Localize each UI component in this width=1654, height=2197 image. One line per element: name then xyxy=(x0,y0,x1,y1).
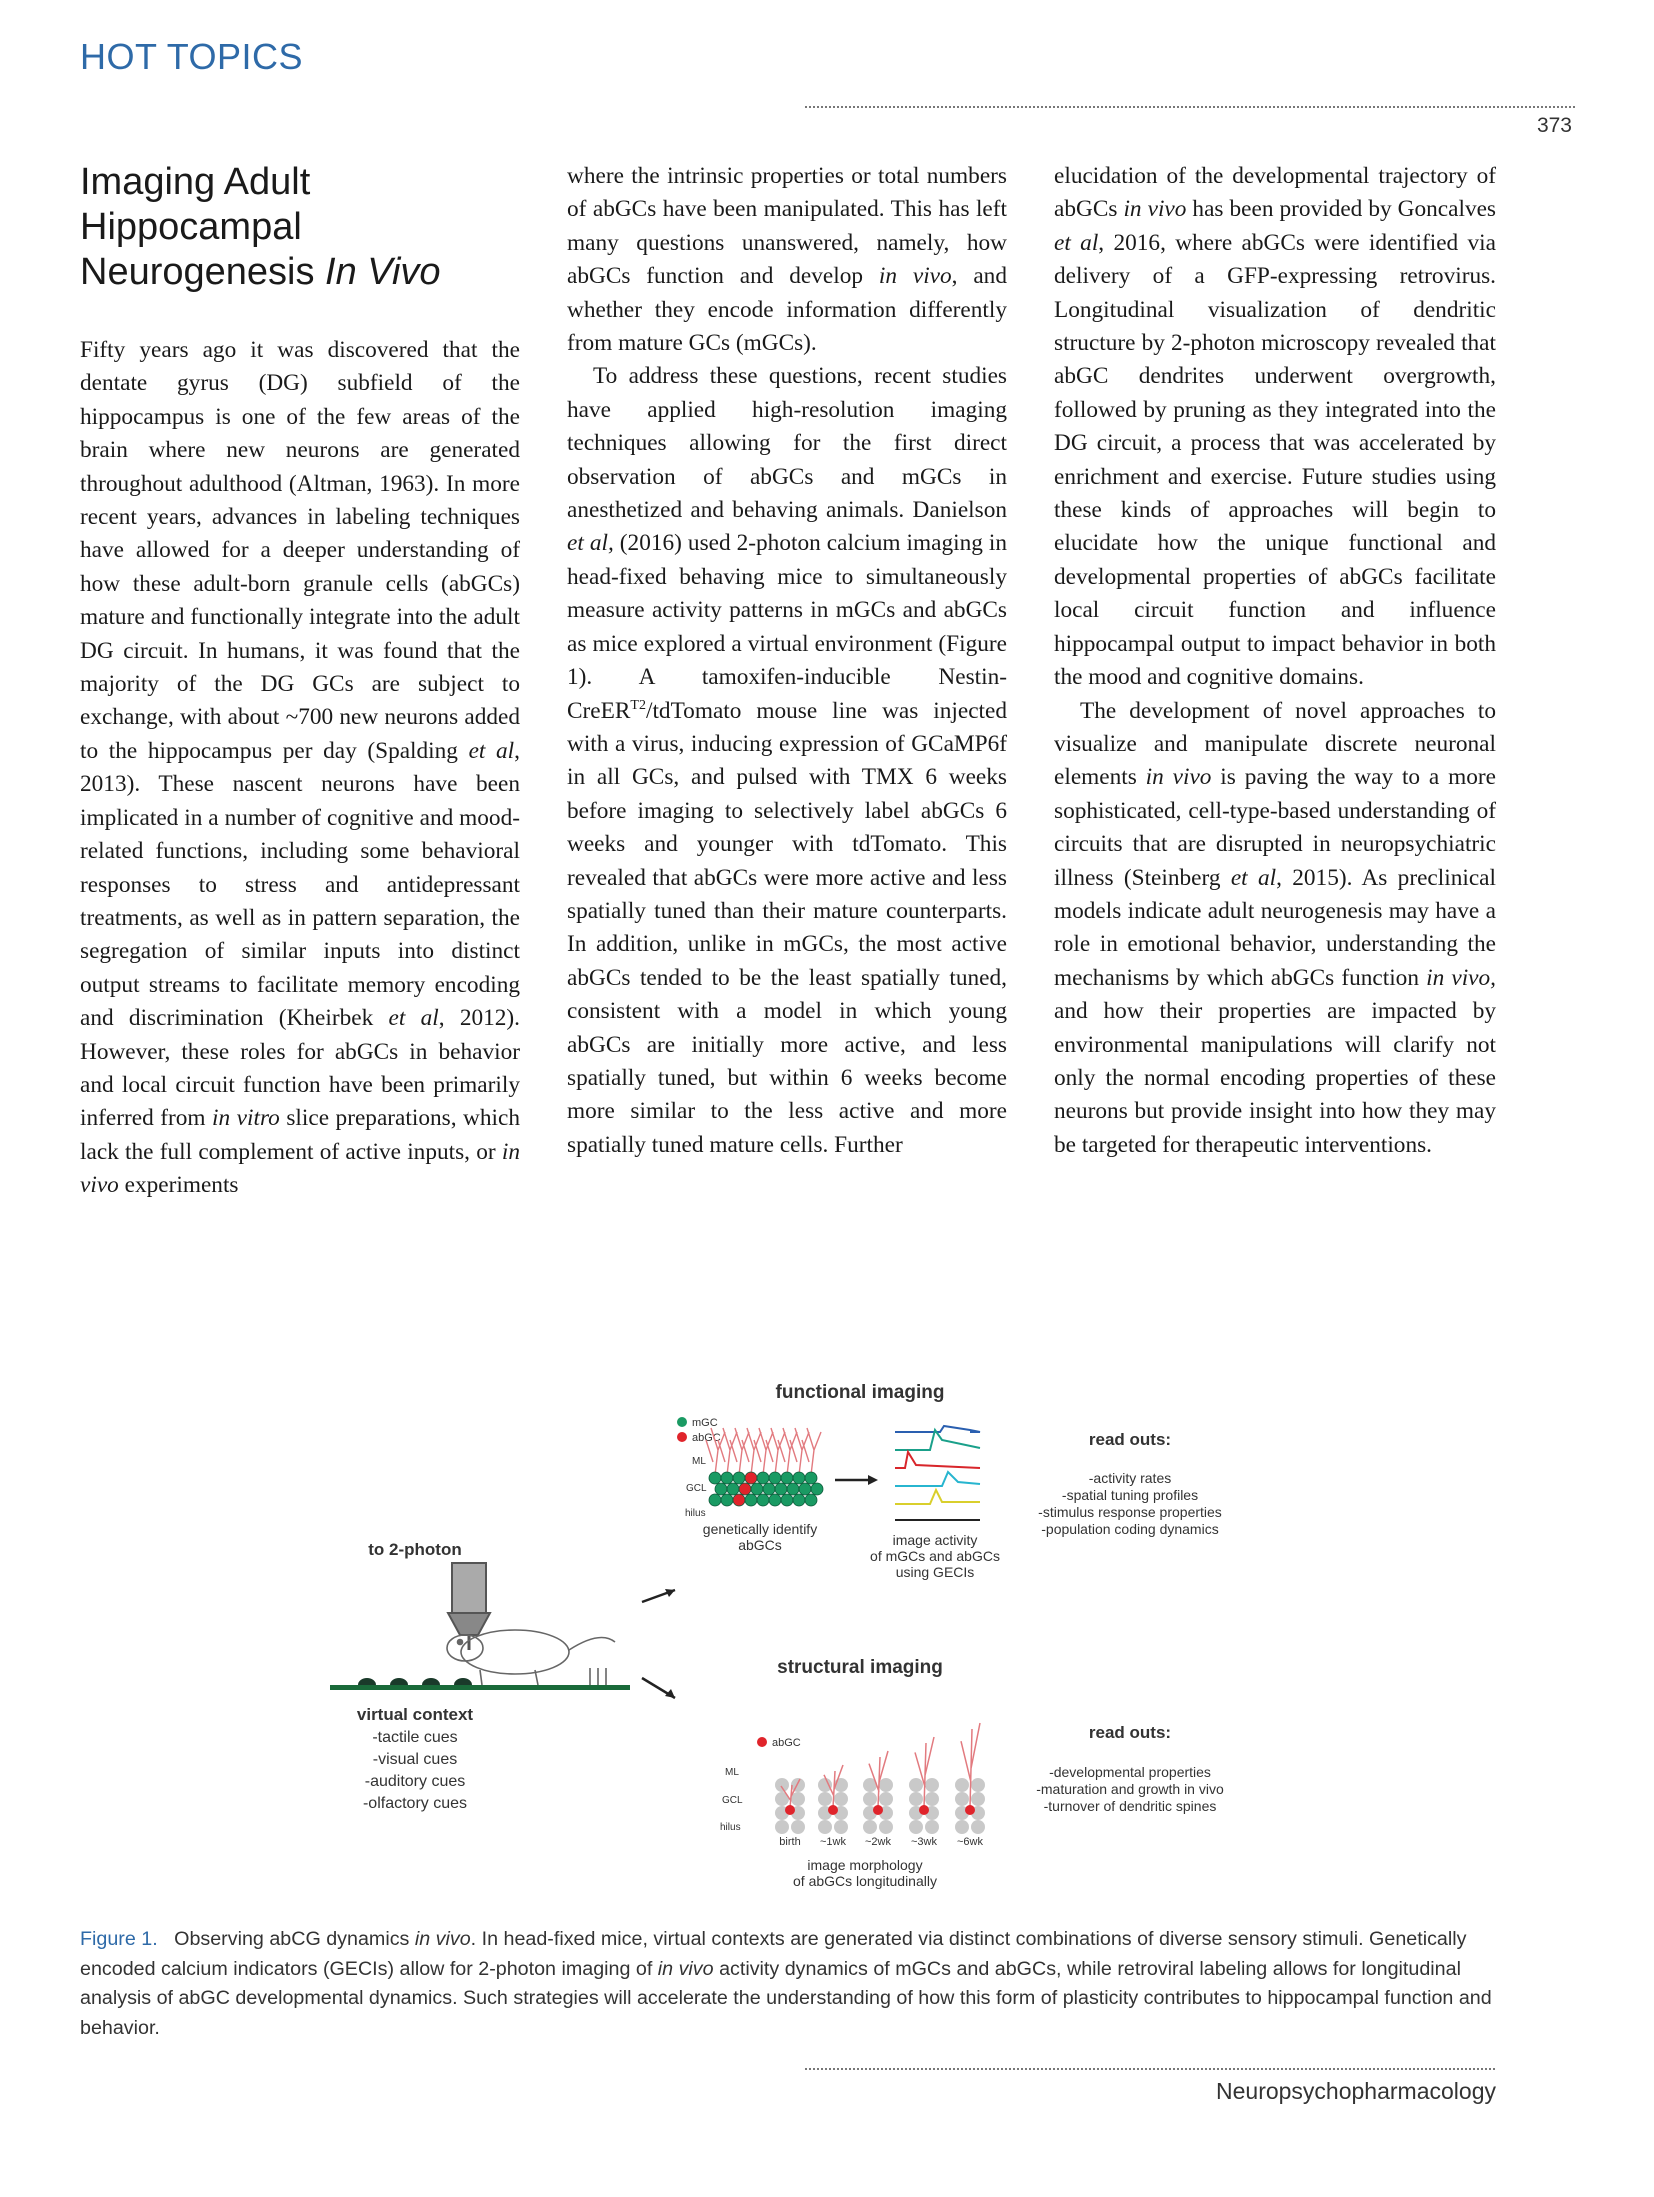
text-run: , 2012). However, these roles for abGCs in behavior and local circuit function have been primarily inferred from xyxy=(80,1005,520,1132)
text-run: , and whether they encode information differently from mature GCs (mGCs). xyxy=(567,263,1007,357)
top-divider xyxy=(805,106,1575,108)
mgc-legend-dot xyxy=(677,1417,687,1427)
text-run: has been provided by Goncalves xyxy=(1186,196,1497,223)
readouts-functional-title: read outs: xyxy=(1088,1430,1172,1449)
text-run: To address these questions, recent studies have applied high-resolution imaging techniques allowing for the first direct observation of abGCs and mGCs in anesthetized and behaving animals. Danielson xyxy=(567,363,1007,524)
granule-cell xyxy=(775,1778,789,1792)
granule-cell xyxy=(925,1778,939,1792)
text-run: /tdTomato mouse line was injected with a virus, inducing expression of GCaMP6f in all GCs, and pulsed with TMX 6 weeks before imaging to selectively label abGCs 6 weeks and younger with tdTomato. This revealed that abGCs were more active and less spatially tuned than their mature counterparts. In addition, unlike in mGCs, the most active abGCs tended to be the least spatially tuned, consistent with a model in which young abGCs are initially more active, and less spatially tuned, but within 6 weeks become more similar to the less active and more spatially tuned mature cells. Further xyxy=(567,697,1007,1158)
mgc-cell xyxy=(709,1494,721,1506)
granule-cell xyxy=(834,1792,848,1806)
mgc-cell xyxy=(751,1483,763,1495)
readout-stimulus-response: -stimulus response properties xyxy=(1038,1504,1222,1520)
timepoint-label: ~2wk xyxy=(865,1836,891,1848)
granule-cell xyxy=(955,1778,969,1792)
mgc-cell xyxy=(715,1483,727,1495)
figure-1 xyxy=(330,1380,1280,1920)
abgc-soma xyxy=(828,1805,838,1815)
title-line-2: Hippocampal xyxy=(80,206,302,248)
caption-text: . In head-fixed mice, virtual contexts are generated via distinct combinations of diverse sensory stimuli. Genetically encoded calcium indicators (GECIs) allow for 2-photon imaging of xyxy=(80,1928,1467,1980)
granule-cell xyxy=(925,1820,939,1834)
layer-hilus-label: hilus xyxy=(720,1822,741,1833)
mgc-cell xyxy=(805,1494,817,1506)
text-italic: et al xyxy=(1054,229,1099,256)
text-run: , 2013). These nascent neurons have been implicated in a number of cognitive and mood-related functions, including some behavioral responses to stress and antidepressant treatments, as well as in pattern separation, the segregation of similar inputs into distinct output streams to facilitate memory encoding and discrimination (Kheirbek xyxy=(80,737,520,1032)
abgc-soma xyxy=(919,1805,929,1815)
mgc-cell xyxy=(733,1472,745,1484)
page-number: 373 xyxy=(1536,114,1572,137)
timepoint-label: ~1wk xyxy=(820,1836,846,1848)
figure-caption xyxy=(80,1925,1496,2043)
cue-visual: -visual cues xyxy=(372,1751,458,1768)
readout-spatial-tuning: -spatial tuning profiles xyxy=(1061,1487,1199,1503)
text-run: , 2015). As preclinical models indicate adult neurogenesis may have a role in emotional behavior, understanding the mechanisms by which abGCs function xyxy=(1054,864,1496,991)
body-column-2 xyxy=(567,160,1007,1162)
cue-auditory: -auditory cues xyxy=(364,1773,466,1790)
floor xyxy=(330,1685,630,1690)
granule-cell xyxy=(818,1792,832,1806)
layer-ml-label: ML xyxy=(692,1456,706,1467)
granule-cell xyxy=(971,1778,985,1792)
paragraph xyxy=(1054,695,1496,1163)
image-activity-line1: image activity xyxy=(892,1532,978,1548)
timepoint-label: ~3wk xyxy=(911,1836,937,1848)
text-italic: et al, xyxy=(567,530,614,557)
mgc-cell xyxy=(793,1472,805,1484)
functional-dendrites xyxy=(706,1428,821,1475)
abgc-legend-label: abGC xyxy=(692,1432,721,1444)
trace-red xyxy=(895,1452,980,1468)
bottom-divider xyxy=(805,2068,1495,2070)
text-run: elucidation of the developmental trajectory of abGCs xyxy=(1054,163,1496,223)
structural-imaging-title: structural imaging xyxy=(777,1657,943,1678)
readout-maturation: -maturation and growth in vivo xyxy=(1036,1781,1224,1797)
paragraph xyxy=(1054,160,1496,695)
readout-population-coding: -population coding dynamics xyxy=(1041,1521,1219,1537)
granule-cell xyxy=(818,1778,832,1792)
granule-cell xyxy=(971,1820,985,1834)
text-italic: in vivo xyxy=(1145,764,1212,791)
mgc-legend-label: mGC xyxy=(692,1417,718,1429)
paragraph xyxy=(80,334,520,1203)
text-run: slice preparations, which lack the full complement of active inputs, or xyxy=(80,1105,520,1165)
caption-italic: in vivo xyxy=(657,1957,714,1980)
image-activity-line3: using GECIs xyxy=(895,1564,975,1580)
abgc-soma xyxy=(873,1805,883,1815)
granule-cell xyxy=(863,1820,877,1834)
layer-ml-label: ML xyxy=(725,1767,739,1778)
mgc-cell xyxy=(721,1472,733,1484)
granule-cell xyxy=(925,1792,939,1806)
text-run: , 2016, where abGCs were identified via delivery of a GFP-expressing retrovirus. Longitudinal visualization of dendritic structure by 2-photon microscopy revealed that abGC dendrites underwent overgrowth, followed by pruning as they integrated into the DG circuit, a process that was accelerated by enrichment and exercise. Future studies using these kinds of approaches will begin to elucidate how the unique functional and developmental properties of abGCs facilitate local circuit function and influence hippocampal output to impact behavior in both the mood and cognitive domains. xyxy=(1054,229,1496,691)
paragraph xyxy=(567,360,1007,1162)
text-run: The development of novel approaches to visualize and manipulate discrete neuronal elements xyxy=(1054,697,1496,791)
granule-cell xyxy=(955,1820,969,1834)
abgc-cell xyxy=(739,1483,751,1495)
mgc-cell xyxy=(811,1483,823,1495)
body-column-3 xyxy=(1054,160,1496,1162)
mgc-cell xyxy=(805,1472,817,1484)
mgc-cell xyxy=(799,1483,811,1495)
text-italic: in vivo xyxy=(1123,196,1187,223)
cue-olfactory: -olfactory cues xyxy=(362,1795,468,1812)
text-italic: in vitro xyxy=(212,1105,280,1132)
mgc-cell xyxy=(781,1494,793,1506)
abgc-legend-label: abGC xyxy=(772,1737,801,1749)
mgc-cell xyxy=(721,1494,733,1506)
genetic-identify-line1: genetically identify xyxy=(702,1521,818,1537)
abgc-cell xyxy=(745,1472,757,1484)
superscript: T2 xyxy=(630,697,646,713)
granule-cell xyxy=(909,1778,923,1792)
mgc-cell xyxy=(745,1494,757,1506)
mgc-cell xyxy=(757,1494,769,1506)
granule-cell xyxy=(834,1820,848,1834)
granule-cell xyxy=(791,1820,805,1834)
caption-text: Observing abCG dynamics xyxy=(174,1928,415,1950)
figure-diagram xyxy=(330,1380,1280,1920)
abgc-cell xyxy=(733,1494,745,1506)
treadmill-icon xyxy=(330,1678,630,1690)
morphology-line1: image morphology xyxy=(807,1857,923,1873)
dendrite xyxy=(802,1428,821,1475)
text-italic: et al xyxy=(468,737,515,764)
abgc-soma xyxy=(785,1805,795,1815)
text-run: and how their properties are impacted by environmental manipulations will clarify not only the normal encoding properties of these neurons but provide insight into how they may be targeted for therapeutic interventions. xyxy=(1054,998,1496,1158)
text-run: (2016) used 2-photon calcium imaging in head-fixed behaving mice to simultaneously measure activity patterns in mGCs and abGCs as mice explored a virtual environment (Figure 1). A tamoxifen-inducible Nestin-CreER xyxy=(567,530,1007,724)
abgc-legend-dot xyxy=(677,1432,687,1442)
readout-spine-turnover: -turnover of dendritic spines xyxy=(1043,1798,1217,1814)
layer-gcl-label: GCL xyxy=(722,1795,743,1806)
timepoint-label: ~6wk xyxy=(957,1836,983,1848)
trace-yellow xyxy=(895,1490,980,1504)
text-italic: in vivo, xyxy=(1426,964,1496,991)
mgc-cell xyxy=(769,1494,781,1506)
arrowhead xyxy=(868,1475,878,1485)
mgc-cell xyxy=(781,1472,793,1484)
trace-cyan xyxy=(895,1472,980,1486)
text-italic: in vivo xyxy=(878,263,952,290)
layer-hilus-label: hilus xyxy=(685,1508,706,1519)
readouts-structural-title: read outs: xyxy=(1088,1723,1172,1742)
mouse-icon xyxy=(447,1630,615,1685)
body-column-1 xyxy=(80,334,520,1203)
mgc-cell xyxy=(793,1494,805,1506)
article-title xyxy=(80,160,550,295)
text-italic: et al xyxy=(388,1005,439,1032)
mgc-cell xyxy=(787,1483,799,1495)
granule-cell xyxy=(818,1820,832,1834)
to-2photon-label: to 2-photon xyxy=(368,1540,462,1559)
granule-cell xyxy=(791,1792,805,1806)
mgc-cell xyxy=(775,1483,787,1495)
granule-cell xyxy=(909,1792,923,1806)
timepoint-label: birth xyxy=(779,1836,801,1848)
granule-cell xyxy=(879,1792,893,1806)
activity-traces xyxy=(895,1426,980,1520)
section-label: HOT TOPICS xyxy=(80,36,304,77)
structural-cell-columns xyxy=(775,1723,985,1834)
granule-cell xyxy=(879,1778,893,1792)
granule-cell-layer xyxy=(709,1472,823,1506)
text-italic: et al xyxy=(1230,864,1277,891)
trace-blue xyxy=(895,1426,980,1432)
text-run: is paving the way to a more sophisticated, cell-type-based understanding of circuits that are disrupted in neuropsychiatric illness (Steinberg xyxy=(1054,764,1496,891)
mgc-cell xyxy=(763,1483,775,1495)
virtual-context-title: virtual context xyxy=(356,1705,474,1724)
granule-cell xyxy=(879,1820,893,1834)
image-activity-line2: of mGCs and abGCs xyxy=(870,1548,1000,1564)
granule-cell xyxy=(863,1792,877,1806)
title-italic: In Vivo xyxy=(325,251,441,293)
readout-activity-rates: -activity rates xyxy=(1088,1470,1172,1486)
timepoint-labels xyxy=(779,1836,983,1848)
title-line-1: Imaging Adult xyxy=(80,161,311,203)
mgc-cell xyxy=(757,1472,769,1484)
mgc-cell xyxy=(709,1472,721,1484)
genetic-identify-line2: abGCs xyxy=(738,1537,782,1553)
mgc-cell xyxy=(769,1472,781,1484)
text-italic: in vivo xyxy=(80,1138,520,1199)
granule-cell xyxy=(909,1820,923,1834)
granule-cell xyxy=(955,1792,969,1806)
caption-label: Figure 1. xyxy=(80,1928,158,1950)
journal-name: Neuropsychopharmacology xyxy=(1216,2078,1496,2104)
paragraph xyxy=(567,160,1007,360)
layer-gcl-label: GCL xyxy=(686,1483,707,1494)
readout-developmental: -developmental properties xyxy=(1049,1764,1211,1780)
text-run: Fifty years ago it was discovered that the dentate gyrus (DG) subfield of the hippocampus is one of the few areas of the brain where new neurons are generated throughout adulthood (Altman, 1963). In more recent years, advances in labeling techniques have allowed for a deeper understanding of how these adult-born granule cells (abGCs) mature and functionally integrate into the adult DG circuit. In humans, it was found that the majority of the DG GCs are subject to exchange, with about ~700 new neurons added to the hippocampus per day (Spalding xyxy=(80,337,520,764)
functional-imaging-title: functional imaging xyxy=(775,1382,945,1403)
caption-italic: in vivo xyxy=(414,1928,471,1950)
granule-cell xyxy=(775,1820,789,1834)
text-run: experiments xyxy=(118,1172,239,1199)
cue-tactile: -tactile cues xyxy=(372,1729,458,1746)
granule-cell xyxy=(791,1778,805,1792)
granule-cell xyxy=(971,1792,985,1806)
abgc-soma xyxy=(965,1805,975,1815)
text-run: where the intrinsic properties or total numbers of abGCs have been manipulated. This has left many questions unanswered, namely, how abGCs function and develop xyxy=(567,163,1007,290)
morphology-line2: of abGCs longitudinally xyxy=(793,1873,937,1889)
abgc-legend-dot xyxy=(757,1737,767,1747)
mgc-cell xyxy=(727,1483,739,1495)
title-line-3: Neurogenesis xyxy=(80,251,315,293)
caption-text: activity dynamics of mGCs and abGCs, while retroviral labeling allows for longitudinal analysis of abGC developmental dynamics. Such strategies will accelerate the understanding of how this form of plasticity contributes to hippocampal function and behavior. xyxy=(80,1957,1492,2039)
